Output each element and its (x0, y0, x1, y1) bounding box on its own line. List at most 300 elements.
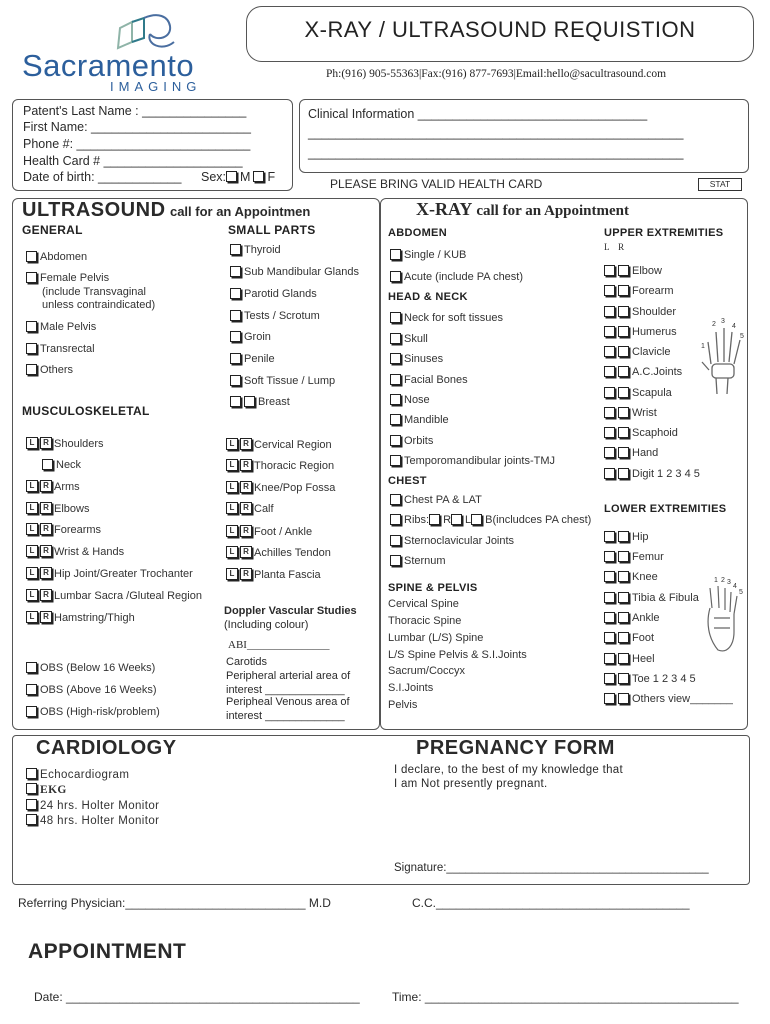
msk-neck[interactable] (42, 459, 81, 471)
msk-arms-left-checkbox[interactable]: L (26, 480, 38, 492)
xray-sternum[interactable] (390, 555, 446, 567)
lr-label: L R (604, 242, 625, 252)
xray-lower-toe-1-2-3-4-5-left-checkbox[interactable] (604, 673, 615, 684)
obs-3-checkbox[interactable] (26, 706, 37, 717)
xray-nose-checkbox[interactable] (390, 394, 401, 405)
general-female-pelvis[interactable] (26, 272, 109, 284)
xray-lower-hip-right-checkbox[interactable] (618, 531, 629, 542)
general-male-pelvis[interactable] (26, 321, 96, 333)
small-part-sub-mandibular-glands[interactable] (230, 266, 359, 278)
signature-field[interactable]: Signature:_________________________________________ (394, 862, 709, 874)
xray-facial-bones-checkbox[interactable] (390, 374, 401, 385)
cardiology-ekg[interactable] (26, 784, 67, 796)
small-part-tests-scrotum-checkbox[interactable] (230, 310, 241, 321)
xray-upper-elbow-label: Elbow (632, 265, 662, 277)
cardiology-48-hrs-holter-monitor-checkbox[interactable] (26, 814, 37, 825)
patient-dob[interactable]: Date of birth: ____________ (23, 170, 182, 184)
msk-knee-pop-fossa[interactable] (226, 482, 335, 494)
small-part-groin-label: Groin (244, 331, 271, 343)
small-part-tests-scrotum-label: Tests / Scrotum (244, 310, 320, 322)
xray-upper-clavicle-left-checkbox[interactable] (604, 346, 615, 357)
small-part-penile-checkbox[interactable] (230, 353, 241, 364)
peripheral-venous-line-1: Peripheal Venous area of (226, 696, 350, 708)
msk-arms[interactable] (26, 481, 80, 493)
msk-cervical-region-right-checkbox[interactable]: R (240, 438, 252, 450)
general-abdomen[interactable] (26, 251, 87, 263)
xray-upper-a-c-joints-right-checkbox[interactable] (618, 366, 629, 377)
sex-m-label: M (240, 170, 251, 184)
xray-lower-hip-left-checkbox[interactable] (604, 531, 615, 542)
msk-neck-checkbox[interactable] (42, 459, 53, 470)
stat-checkbox[interactable]: STAT (698, 178, 742, 191)
breast-right-checkbox[interactable] (244, 396, 255, 407)
small-part-breast-label: Breast (258, 396, 290, 408)
xray-upper-digit-1-2-3-4-5[interactable] (604, 468, 700, 480)
msk-planta-fascia-label: Planta Fascia (254, 569, 321, 581)
xray-sternoclavicular[interactable] (390, 535, 514, 547)
xray-lower-others-view-label: Others view_______ (632, 693, 733, 705)
xray-abdomen-2-label: Acute (include PA chest) (404, 271, 524, 283)
msk-cervical-region-label: Cervical Region (254, 439, 332, 451)
msk-hamstring-thigh[interactable] (26, 612, 135, 624)
xray-chest-pa-lat-label: Chest PA & LAT (404, 494, 482, 506)
small-part-thyroid-label: Thyroid (244, 244, 281, 256)
xray-orbits[interactable] (390, 435, 433, 447)
small-part-soft-tissue-lump[interactable] (230, 375, 335, 387)
xray-lower-foot-right-checkbox[interactable] (618, 632, 629, 643)
clinical-info-line-3[interactable]: ______________________________________________________ (308, 146, 684, 160)
xray-temporomandibular-joints-tmj-label: Temporomandibular joints-TMJ (404, 455, 555, 467)
xray-facial-bones[interactable] (390, 374, 468, 386)
xray-ribs-r-label: R (443, 514, 452, 526)
msk-wrist-hands-right-checkbox[interactable]: R (40, 545, 52, 557)
obs-1-label: OBS (Below 16 Weeks) (40, 662, 156, 674)
xray-sternum-checkbox[interactable] (390, 555, 401, 566)
breast-left-checkbox[interactable] (230, 396, 241, 407)
pregnancy-declaration-2: I am Not presently pregnant. (394, 778, 548, 790)
patient-phone[interactable]: Phone #: _________________________ (23, 137, 251, 151)
xray-upper-shoulder-right-checkbox[interactable] (618, 306, 629, 317)
small-part-breast[interactable] (230, 396, 290, 408)
xray-ribs-checkbox[interactable] (390, 514, 401, 525)
msk-forearms[interactable] (26, 524, 101, 536)
hand-digit-5: 5 (740, 333, 744, 340)
title-box (246, 6, 754, 62)
cardiology-24-hrs-holter-monitor[interactable] (26, 800, 159, 812)
xray-lower-femur-right-checkbox[interactable] (618, 551, 629, 562)
xray-lower-ankle-right-checkbox[interactable] (618, 612, 629, 623)
ultrasound-heading: ULTRASOUND (22, 199, 166, 221)
pelvis-note (42, 286, 155, 312)
xray-heading: X-RAY (416, 199, 473, 219)
xray-lower-hip-label: Hip (632, 531, 649, 543)
xray-ribs[interactable] (390, 514, 591, 526)
general-others-checkbox[interactable] (26, 364, 37, 375)
msk-cervical-region-left-checkbox[interactable]: L (226, 438, 238, 450)
xray-lower-femur-left-checkbox[interactable] (604, 551, 615, 562)
xray-upper-scaphoid-left-checkbox[interactable] (604, 427, 615, 438)
xray-lower-toe-1-2-3-4-5-right-checkbox[interactable] (618, 673, 629, 684)
xray-lower-tibia-fibula-label: Tibia & Fibula (632, 592, 699, 604)
xray-neck-for-soft-tissues[interactable] (390, 312, 503, 324)
logo-subtext: IMAGING (110, 79, 202, 94)
xray-upper-wrist-left-checkbox[interactable] (604, 407, 615, 418)
xray-spine-thoracic-spine: Thoracic Spine (388, 615, 462, 627)
obs-2-checkbox[interactable] (26, 684, 37, 695)
xray-subheading: call for an Appointment (476, 203, 629, 219)
appointment-date-field[interactable]: Date: ____________________________________________ (34, 990, 360, 1004)
msk-forearms-label: Forearms (54, 524, 102, 536)
xray-lower-tibia-fibula-right-checkbox[interactable] (618, 592, 629, 603)
small-part-tests-scrotum[interactable] (230, 310, 320, 322)
msk-calf[interactable] (226, 503, 274, 515)
sex-f-checkbox[interactable] (253, 171, 264, 182)
xray-lower-knee-right-checkbox[interactable] (618, 571, 629, 582)
xray-upper-forearm-left-checkbox[interactable] (604, 285, 615, 296)
xray-upper-scapula-right-checkbox[interactable] (618, 387, 629, 398)
xray-upper-a-c-joints[interactable] (604, 366, 682, 378)
xray-upper-scaphoid-label: Scaphoid (632, 427, 678, 439)
xray-upper-humerus-left-checkbox[interactable] (604, 326, 615, 337)
msk-knee-pop-fossa-left-checkbox[interactable]: L (226, 481, 238, 493)
xray-upper-scapula-left-checkbox[interactable] (604, 387, 615, 398)
cardiology-ekg-checkbox[interactable] (26, 783, 37, 794)
xray-lower-ankle-left-checkbox[interactable] (604, 612, 615, 623)
small-part-sub-mandibular-glands-checkbox[interactable] (230, 266, 241, 277)
xray-lower-heel[interactable] (604, 653, 655, 665)
xray-ribs-r-checkbox[interactable] (429, 514, 440, 525)
msk-foot-ankle-left-checkbox[interactable]: L (226, 525, 238, 537)
peripheral-arterial-field[interactable]: interest _____________ (226, 684, 345, 696)
general-transrectal-checkbox[interactable] (26, 343, 37, 354)
xray-lower-heel-left-checkbox[interactable] (604, 653, 615, 664)
xray-lower-foot-left-checkbox[interactable] (604, 632, 615, 643)
msk-achilles-tendon-right-checkbox[interactable]: R (240, 546, 252, 558)
general-abdomen-checkbox[interactable] (26, 251, 37, 262)
msk-achilles-tendon-left-checkbox[interactable]: L (226, 546, 238, 558)
sex-label: Sex: (201, 170, 227, 184)
patient-last-name[interactable]: Patent's Last Name : _______________ (23, 104, 247, 118)
xray-mandible[interactable] (390, 414, 449, 426)
xray-upper-elbow-left-checkbox[interactable] (604, 265, 615, 276)
xray-lower-knee-label: Knee (632, 571, 658, 583)
xray-sinuses[interactable] (390, 353, 443, 365)
cardiology-48-hrs-holter-monitor-label: 48 hrs. Holter Monitor (40, 815, 160, 827)
pregnancy-declaration-1: I declare, to the best of my knowledge that (394, 764, 623, 776)
msk-cervical-region[interactable] (226, 439, 332, 451)
xray-lower-others-view-left-checkbox[interactable] (604, 693, 615, 704)
xray-sinuses-label: Sinuses (404, 353, 444, 365)
obs-1[interactable] (26, 662, 155, 674)
small-part-groin-checkbox[interactable] (230, 331, 241, 342)
msk-elbows-label: Elbows (54, 503, 90, 515)
xray-upper-forearm-label: Forearm (632, 285, 674, 297)
small-part-parotid-glands-label: Parotid Glands (244, 288, 317, 300)
xray-upper-shoulder-left-checkbox[interactable] (604, 306, 615, 317)
xray-upper-clavicle[interactable] (604, 346, 671, 358)
general-others[interactable] (26, 364, 73, 376)
xray-mandible-checkbox[interactable] (390, 414, 401, 425)
xray-upper-digit-1-2-3-4-5-left-checkbox[interactable] (604, 468, 615, 479)
msk-wrist-hands-label: Wrist & Hands (54, 546, 125, 558)
carotids-label: Carotids (226, 656, 267, 668)
xray-abdomen-2[interactable] (390, 271, 523, 283)
xray-ribs-l-checkbox[interactable] (451, 514, 462, 525)
xray-lower-toe-1-2-3-4-5[interactable] (604, 673, 696, 685)
xray-lower-heel-right-checkbox[interactable] (618, 653, 629, 664)
msk-lumbar-sacra-gluteal-region[interactable] (26, 590, 202, 602)
xray-upper-scaphoid[interactable] (604, 427, 678, 439)
msk-hip-joint-greater-trochanter-left-checkbox[interactable]: L (26, 567, 38, 579)
xray-upper-shoulder[interactable] (604, 306, 676, 318)
xray-lower-ankle-label: Ankle (632, 612, 660, 624)
msk-forearms-right-checkbox[interactable]: R (40, 523, 52, 535)
xray-lower-femur-label: Femur (632, 551, 664, 563)
appointment-heading: APPOINTMENT (28, 940, 187, 963)
msk-lumbar-sacra-gluteal-region-right-checkbox[interactable]: R (40, 589, 52, 601)
xray-lower-others-view[interactable] (604, 693, 733, 705)
xray-lower-foot[interactable] (604, 632, 654, 644)
xray-upper-clavicle-right-checkbox[interactable] (618, 346, 629, 357)
msk-shoulders-label: Shoulders (54, 438, 104, 450)
obs-3[interactable] (26, 706, 160, 718)
appointment-time-field[interactable]: Time: _______________________________________________ (392, 990, 739, 1004)
msk-elbows[interactable] (26, 503, 89, 515)
general-female-pelvis-checkbox[interactable] (26, 272, 37, 283)
xray-upper-hand-right-checkbox[interactable] (618, 447, 629, 458)
msk-planta-fascia[interactable] (226, 569, 321, 581)
msk-knee-pop-fossa-label: Knee/Pop Fossa (254, 482, 336, 494)
msk-hamstring-thigh-right-checkbox[interactable]: R (40, 611, 52, 623)
hand-skeleton-icon (700, 318, 746, 398)
msk-foot-ankle-right-checkbox[interactable]: R (240, 525, 252, 537)
lower-extremities-heading: LOWER EXTREMITIES (604, 503, 727, 515)
xray-orbits-checkbox[interactable] (390, 435, 401, 446)
xray-sternoclavicular-checkbox[interactable] (390, 535, 401, 546)
xray-upper-hand-left-checkbox[interactable] (604, 447, 615, 458)
msk-shoulders[interactable] (26, 438, 104, 450)
xray-chest-pa-lat-checkbox[interactable] (390, 494, 401, 505)
general-female-pelvis-label: Female Pelvis (40, 272, 110, 284)
xray-skull-checkbox[interactable] (390, 333, 401, 344)
xray-abdomen-1[interactable] (390, 249, 466, 261)
patient-info-box (12, 99, 293, 191)
patient-first-name[interactable]: First Name: _______________________ (23, 120, 251, 134)
msk-elbows-right-checkbox[interactable]: R (40, 502, 52, 514)
msk-foot-ankle[interactable] (226, 526, 312, 538)
xray-neck-for-soft-tissues-checkbox[interactable] (390, 312, 401, 323)
xray-upper-hand-label: Hand (632, 447, 659, 459)
xray-temporomandibular-joints-tmj[interactable] (390, 455, 555, 467)
foot-digit-5: 5 (739, 589, 743, 596)
small-part-parotid-glands[interactable] (230, 288, 317, 300)
general-transrectal[interactable] (26, 343, 95, 355)
xray-upper-a-c-joints-label: A.C.Joints (632, 366, 683, 378)
xray-lower-knee[interactable] (604, 571, 658, 583)
xray-upper-scapula[interactable] (604, 387, 672, 399)
obs-1-checkbox[interactable] (26, 662, 37, 673)
peripheral-venous-field[interactable]: interest _____________ (226, 710, 345, 722)
xray-lower-knee-left-checkbox[interactable] (604, 571, 615, 582)
xray-lower-tibia-fibula[interactable] (604, 592, 699, 604)
xray-ribs-b-checkbox[interactable] (471, 514, 482, 525)
referring-physician-field[interactable]: Referring Physician:___________________________ M.D (18, 896, 331, 910)
xray-temporomandibular-joints-tmj-checkbox[interactable] (390, 455, 401, 466)
small-part-thyroid[interactable] (230, 244, 281, 256)
xray-spine-lumbar-l-s-spine: Lumbar (L/S) Spine (388, 632, 484, 644)
doppler-subheading: (Including colour) (224, 619, 309, 631)
xray-nose[interactable] (390, 394, 430, 406)
spine-heading: SPINE & PELVIS (388, 582, 478, 594)
small-part-penile[interactable] (230, 353, 275, 365)
msk-hip-joint-greater-trochanter-right-checkbox[interactable]: R (40, 567, 52, 579)
msk-arms-right-checkbox[interactable]: R (40, 480, 52, 492)
msk-elbows-left-checkbox[interactable]: L (26, 502, 38, 514)
small-part-parotid-glands-checkbox[interactable] (230, 288, 241, 299)
msk-thoracic-region-label: Thoracic Region (254, 460, 335, 472)
xray-mandible-label: Mandible (404, 414, 449, 426)
ultrasound-subheading: call for an Appointmen (169, 204, 311, 219)
xray-spine-cervical-spine: Cervical Spine (388, 598, 459, 610)
msk-hip-joint-greater-trochanter[interactable] (26, 568, 193, 580)
general-male-pelvis-label: Male Pelvis (40, 321, 97, 333)
xray-upper-wrist[interactable] (604, 407, 657, 419)
abdomen-heading: ABDOMEN (388, 227, 447, 239)
msk-foot-ankle-label: Foot / Ankle (254, 526, 313, 538)
abi-field[interactable]: ABI_______________ (228, 639, 330, 651)
small-part-groin[interactable] (230, 331, 271, 343)
msk-forearms-left-checkbox[interactable]: L (26, 523, 38, 535)
msk-calf-right-checkbox[interactable]: R (240, 502, 252, 514)
xray-facial-bones-label: Facial Bones (404, 374, 468, 386)
xray-upper-digit-1-2-3-4-5-label: Digit 1 2 3 4 5 (632, 468, 700, 480)
xray-lower-toe-1-2-3-4-5-label: Toe 1 2 3 4 5 (632, 673, 696, 685)
xray-lower-foot-label: Foot (632, 632, 655, 644)
small-part-soft-tissue-lump-checkbox[interactable] (230, 375, 241, 386)
msk-knee-pop-fossa-right-checkbox[interactable]: R (240, 481, 252, 493)
hand-digit-2: 2 (712, 321, 716, 328)
msk-wrist-hands-left-checkbox[interactable]: L (26, 545, 38, 557)
general-transrectal-label: Transrectal (40, 343, 95, 355)
general-male-pelvis-checkbox[interactable] (26, 321, 37, 332)
xray-abdomen-2-checkbox[interactable] (390, 271, 401, 282)
xray-abdomen-1-checkbox[interactable] (390, 249, 401, 260)
xray-upper-a-c-joints-left-checkbox[interactable] (604, 366, 615, 377)
foot-digit-3: 3 (727, 579, 731, 586)
xray-upper-scaphoid-right-checkbox[interactable] (618, 427, 629, 438)
xray-upper-elbow[interactable] (604, 265, 662, 277)
xray-lower-heel-label: Heel (632, 653, 655, 665)
xray-nose-label: Nose (404, 394, 430, 406)
xray-upper-elbow-right-checkbox[interactable] (618, 265, 629, 276)
hand-digit-1: 1 (701, 343, 705, 350)
cardiology-48-hrs-holter-monitor[interactable] (26, 815, 159, 827)
xray-lower-femur[interactable] (604, 551, 664, 563)
pregnancy-heading: PREGNANCY FORM (416, 737, 615, 759)
peripheral-arterial-line-1: Peripheral arterial area of (226, 670, 351, 682)
hand-digit-3: 3 (721, 318, 725, 325)
cardiology-echocardiogram-checkbox[interactable] (26, 768, 37, 779)
msk-calf-left-checkbox[interactable]: L (226, 502, 238, 514)
xray-spine-pelvis: Pelvis (388, 699, 418, 711)
small-part-thyroid-checkbox[interactable] (230, 244, 241, 255)
xray-upper-forearm-right-checkbox[interactable] (618, 285, 629, 296)
patient-health-card[interactable]: Health Card # ____________________ (23, 154, 243, 168)
xray-lower-others-view-right-checkbox[interactable] (618, 693, 629, 704)
msk-achilles-tendon-label: Achilles Tendon (254, 547, 331, 559)
msk-thoracic-region[interactable] (226, 460, 334, 472)
small-part-soft-tissue-lump-label: Soft Tissue / Lump (244, 375, 336, 387)
xray-sinuses-checkbox[interactable] (390, 353, 401, 364)
upper-extremities-heading: UPPER EXTREMITIES (604, 227, 724, 239)
msk-lumbar-sacra-gluteal-region-label: Lumbar Sacra /Gluteal Region (54, 590, 202, 602)
sex-f-label: F (267, 170, 276, 184)
page-title: X-RAY / ULTRASOUND REQUISTION (304, 17, 696, 42)
xray-neck-for-soft-tissues-label: Neck for soft tissues (404, 312, 504, 324)
sex-field (201, 170, 275, 184)
xray-skull[interactable] (390, 333, 428, 345)
headneck-heading: HEAD & NECK (388, 291, 468, 303)
clinical-info-field[interactable]: Clinical Information _________________________________ (308, 107, 648, 121)
xray-upper-wrist-label: Wrist (632, 407, 657, 419)
xray-sternoclavicular-label: Sternoclavicular Joints (404, 535, 515, 547)
cardiology-echocardiogram-label: Echocardiogram (40, 769, 130, 781)
xray-skull-label: Skull (404, 333, 428, 345)
cardiology-24-hrs-holter-monitor-checkbox[interactable] (26, 799, 37, 810)
xray-upper-digit-1-2-3-4-5-right-checkbox[interactable] (618, 468, 629, 479)
xray-ribs-label: Ribs: (404, 514, 430, 526)
cardiology-echocardiogram[interactable] (26, 769, 129, 781)
xray-lower-tibia-fibula-left-checkbox[interactable] (604, 592, 615, 603)
msk-thoracic-region-left-checkbox[interactable]: L (226, 459, 238, 471)
sex-m-checkbox[interactable] (226, 171, 237, 182)
cardiology-24-hrs-holter-monitor-label: 24 hrs. Holter Monitor (40, 800, 160, 812)
xray-lower-hip[interactable] (604, 531, 649, 543)
xray-upper-clavicle-label: Clavicle (632, 346, 671, 358)
msk-heading: MUSCULOSKELETAL (22, 404, 150, 418)
obs-2[interactable] (26, 684, 157, 696)
xray-upper-humerus-right-checkbox[interactable] (618, 326, 629, 337)
xray-upper-wrist-right-checkbox[interactable] (618, 407, 629, 418)
cc-field[interactable]: C.C.______________________________________ (412, 896, 690, 910)
msk-achilles-tendon[interactable] (226, 547, 331, 559)
small-part-penile-label: Penile (244, 353, 275, 365)
msk-wrist-hands[interactable] (26, 546, 124, 558)
clinical-info-line-2[interactable]: ______________________________________________________ (308, 126, 684, 140)
cardiology-ekg-label: EKG (40, 784, 67, 796)
ultrasound-title (22, 199, 310, 222)
msk-thoracic-region-right-checkbox[interactable]: R (240, 459, 252, 471)
general-heading: GENERAL (22, 223, 83, 237)
xray-orbits-label: Orbits (404, 435, 434, 447)
msk-hamstring-thigh-left-checkbox[interactable]: L (26, 611, 38, 623)
xray-ribs-b-label: B(includces PA chest) (485, 514, 592, 526)
xray-upper-humerus[interactable] (604, 326, 677, 338)
xray-chest-pa-lat[interactable] (390, 494, 482, 506)
msk-lumbar-sacra-gluteal-region-left-checkbox[interactable]: L (26, 589, 38, 601)
obs-2-label: OBS (Above 16 Weeks) (40, 684, 157, 696)
xray-upper-forearm[interactable] (604, 285, 674, 297)
msk-planta-fascia-right-checkbox[interactable]: R (240, 568, 252, 580)
xray-lower-ankle[interactable] (604, 612, 660, 624)
msk-planta-fascia-left-checkbox[interactable]: L (226, 568, 238, 580)
msk-shoulders-left-checkbox[interactable]: L (26, 437, 38, 449)
xray-upper-shoulder-label: Shoulder (632, 306, 677, 318)
xray-upper-hand[interactable] (604, 447, 658, 459)
msk-shoulders-right-checkbox[interactable]: R (40, 437, 52, 449)
pelvis-note-line-1: (include Transvaginal (42, 286, 146, 298)
msk-hip-joint-greater-trochanter-label: Hip Joint/Greater Trochanter (54, 568, 193, 580)
